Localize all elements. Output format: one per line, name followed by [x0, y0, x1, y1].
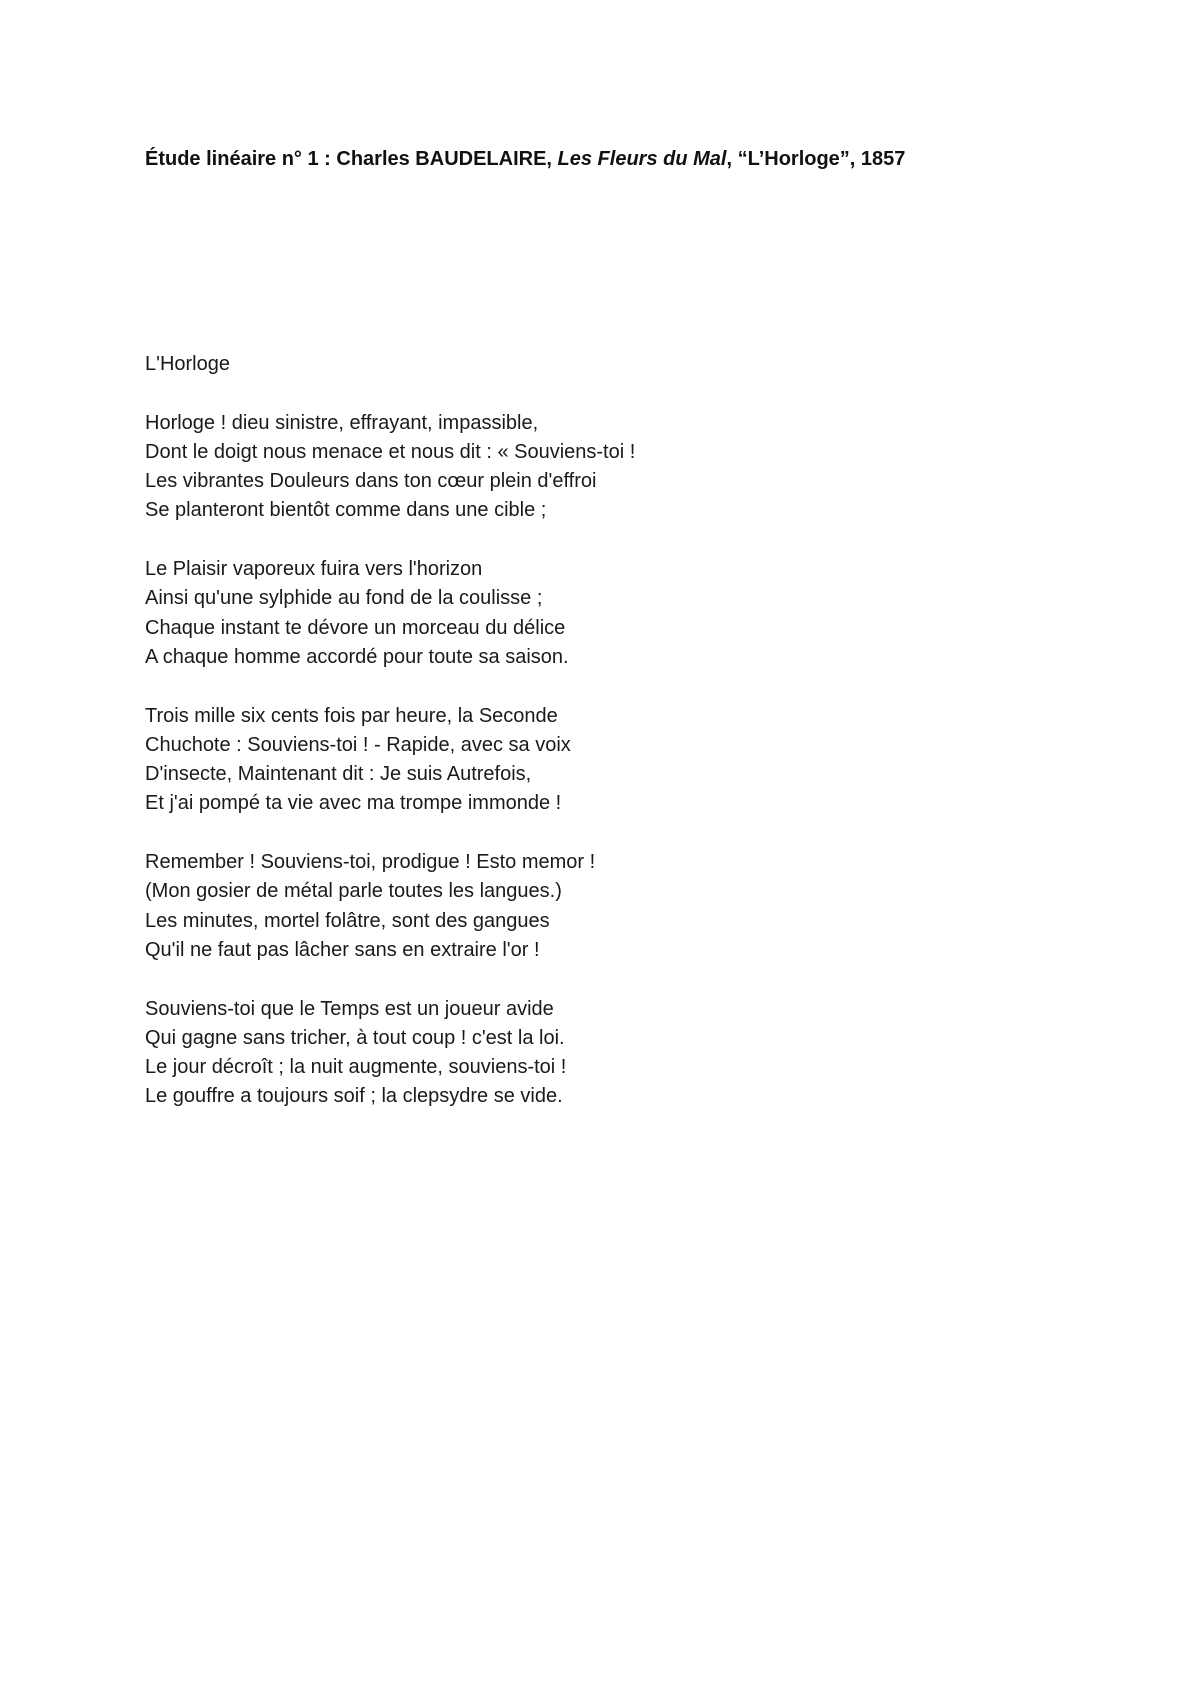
- verse: Se planteront bientôt comme dans une cible ;: [145, 499, 547, 522]
- verse: Remember ! Souviens-toi, prodigue ! Esto memor !: [145, 851, 596, 874]
- stanza-2: [145, 555, 1045, 672]
- verse: (Mon gosier de métal parle toutes les langues.): [145, 880, 562, 903]
- verse: Qu'il ne faut pas lâcher sans en extraire l'or !: [145, 938, 540, 961]
- verse: Horloge ! dieu sinistre, effrayant, impassible,: [145, 411, 539, 434]
- poem: [145, 350, 1045, 1112]
- verse: Dont le doigt nous menace et nous dit : « Souviens-toi !: [145, 440, 636, 463]
- heading-prefix: Étude linéaire n° 1 : Charles BAUDELAIRE,: [145, 148, 558, 170]
- verse: Qui gagne sans tricher, à tout coup ! c'est la loi.: [145, 1026, 565, 1049]
- verse: Chuchote : Souviens-toi ! - Rapide, avec sa voix: [145, 733, 571, 756]
- verse: Souviens-toi que le Temps est un joueur avide: [145, 997, 554, 1020]
- verse: Le gouffre a toujours soif ; la clepsydre se vide.: [145, 1085, 563, 1108]
- verse: Le jour décroît ; la nuit augmente, souviens-toi !: [145, 1056, 567, 1079]
- stanza-1: [145, 409, 1045, 526]
- verse: Chaque instant te dévore un morceau du délice: [145, 616, 566, 639]
- verse: Trois mille six cents fois par heure, la Seconde: [145, 704, 558, 727]
- verse: Le Plaisir vaporeux fuira vers l'horizon: [145, 558, 483, 581]
- verse: Et j'ai pompé ta vie avec ma trompe immonde !: [145, 792, 562, 815]
- verse: Les minutes, mortel folâtre, sont des gangues: [145, 909, 550, 932]
- poem-title: L'Horloge: [145, 353, 230, 375]
- verse: D'insecte, Maintenant dit : Je suis Autrefois,: [145, 763, 532, 786]
- verse: Ainsi qu'une sylphide au fond de la coulisse ;: [145, 587, 543, 610]
- stanza-5: [145, 995, 1045, 1112]
- document-heading: [145, 145, 1105, 173]
- verse: A chaque homme accordé pour toute sa saison.: [145, 645, 569, 668]
- stanza-3: [145, 702, 1045, 819]
- heading-suffix: , “L’Horloge”, 1857: [726, 148, 906, 170]
- stanza-4: [145, 848, 1045, 965]
- verse: Les vibrantes Douleurs dans ton cœur plein d'effroi: [145, 470, 597, 493]
- heading-work-title: Les Fleurs du Mal: [557, 148, 727, 170]
